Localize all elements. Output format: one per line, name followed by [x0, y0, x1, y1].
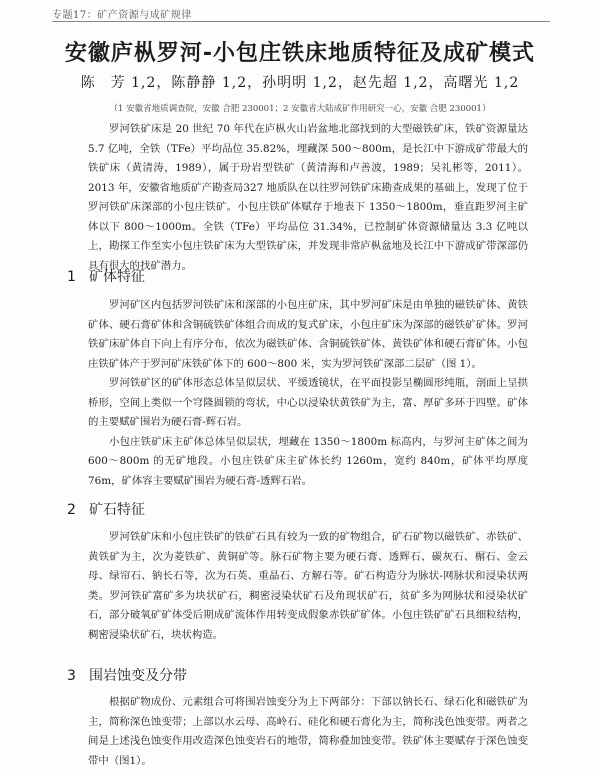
- section-title: 围岩蚀变及分带: [89, 668, 187, 684]
- paragraph: 根据矿物成份、元素组合可将围岩蚀变分为上下两部分：下部以钠长石、绿石化和磁铁矿为主，简称深色蚀变带；上部以水云母、高岭石、硅化和硬石膏化为主，简称浅色蚀变带。两者之间是上述浅色蚀变作用改造深色蚀变岩石的地带，简称叠加蚀变带。铁矿体主要赋存于深色蚀变带中（图1）。: [88, 696, 528, 767]
- section-body: [88, 296, 528, 491]
- running-head: 专题17：矿产资源与成矿规律: [52, 10, 192, 21]
- affiliation: （1 安徽省地质调查院，安徽 合肥 230001；2 安徽省大陆成矿作用研究一心，安徽 合肥 230001）: [109, 104, 491, 114]
- intro-paragraph: 罗河铁矿床是 20 世纪 70 年代在庐枞火山岩盆地北部找到的大型磁铁矿床，铁矿资源量达5.7 亿吨，全铁（TFe）平均品位 35.82%，埋藏深 500～800m，是长江中下游成矿带最大的铁矿床（黄清涛，1989），属于玢岩型铁矿（黄清海和卢善波，1989；吴礼彬等，2011）。2013 年，安徽省地质矿产勘查局327 地质队在以往罗河铁矿床勘查成果的基础上，发现了位于罗河铁矿床深部的小包庄铁矿。小包庄铁矿体赋存于地表下 1350～1800m，垂直距罗河主矿体以下 800～1000m。全铁（TFe）平均品位 31.34%，已控制矿体资源储量达 3.3 亿吨以上，勘探工作至实小包庄铁矿床为大型铁矿床，并发现非常庐枞盆地及长江中下游成矿带深部仍具有很大的找矿潜力。: [88, 123, 528, 272]
- section-heading: [67, 499, 145, 519]
- intro-block: [88, 120, 528, 276]
- section-heading: [67, 266, 145, 286]
- section-heading: [67, 665, 187, 685]
- section-number: 1: [67, 269, 76, 285]
- paragraph: 罗河矿区内包括罗河铁矿床和深部的小包庄矿床，其中罗河矿床是由单独的磁铁矿体、黄铁矿体、硬石膏矿体和含铜硫铁矿体组合而成的复式矿床，小包庄矿床为深部的磁铁矿矿体。罗河铁矿床矿体自下向上有序分布，依次为磁铁矿体、含铜硫铁矿体、黄铁矿体和硬石膏矿体。小包庄铁矿体产于罗河矿床铁矿体下的 600～800 米，实为罗河铁矿深部二层矿（图 1）。: [88, 299, 528, 370]
- section-number: 2: [67, 502, 76, 518]
- section-title: 矿石特征: [89, 502, 145, 518]
- section-body: [88, 693, 528, 771]
- header-rule: [52, 21, 550, 22]
- section-title: 矿体特征: [89, 269, 145, 285]
- section-number: 3: [67, 668, 76, 684]
- paragraph: 小包庄铁矿床主矿体总体呈似层状，埋藏在 1350～1800m 标高内，与罗河主矿体之间为 600～800m 的无矿地段。小包庄铁矿床主矿体长约 1260m，宽约 840m，矿体平均厚度 76m，矿体容主要赋矿围岩为硬石膏-透辉石岩。: [88, 435, 528, 487]
- author-list: 陈 芳 1,2，陈静静 1,2，孙明明 1,2，赵先超 1,2，高曙光 1,2: [80, 75, 520, 91]
- paragraph: 罗河铁矿区的矿体形态总体呈似层状、平缓透镜状，在平面投影呈椭圆形纯瓶，剖面上呈拱桥形，空间上类似一个穹隆圆锁的弯状，中心以浸染状黄铁矿为主，富、厚矿多环于四壁。矿体的主要赋矿围岩为硬石膏-辉石岩。: [88, 377, 528, 428]
- section-body: [88, 528, 528, 645]
- paper-title: 安徽庐枞罗河-小包庄铁床地质特征及成矿模式: [64, 41, 536, 66]
- paragraph: 罗河铁矿床和小包庄铁矿的铁矿石具有较为一致的矿物组合，矿石矿物以磁铁矿、赤铁矿、黄铁矿为主，次为菱铁矿、黄铜矿等。脉石矿物主要为硬石膏、透辉石、碳灰石、榍石、金云母、绿帘石、钠长石等，次为石英、重晶石、方解石等。矿石构造分为脉状-网脉状和浸染状两类。罗河铁矿富矿多为块状矿石，稠密浸染状矿石及角现状矿石，贫矿多为网脉状和浸染状矿石，部分破氧矿矿体受后期成矿流体作用转变成假象赤铁矿矿体。小包庄铁矿矿石具细粒结构，稠密浸染状矿石，块状构造。: [88, 531, 528, 641]
